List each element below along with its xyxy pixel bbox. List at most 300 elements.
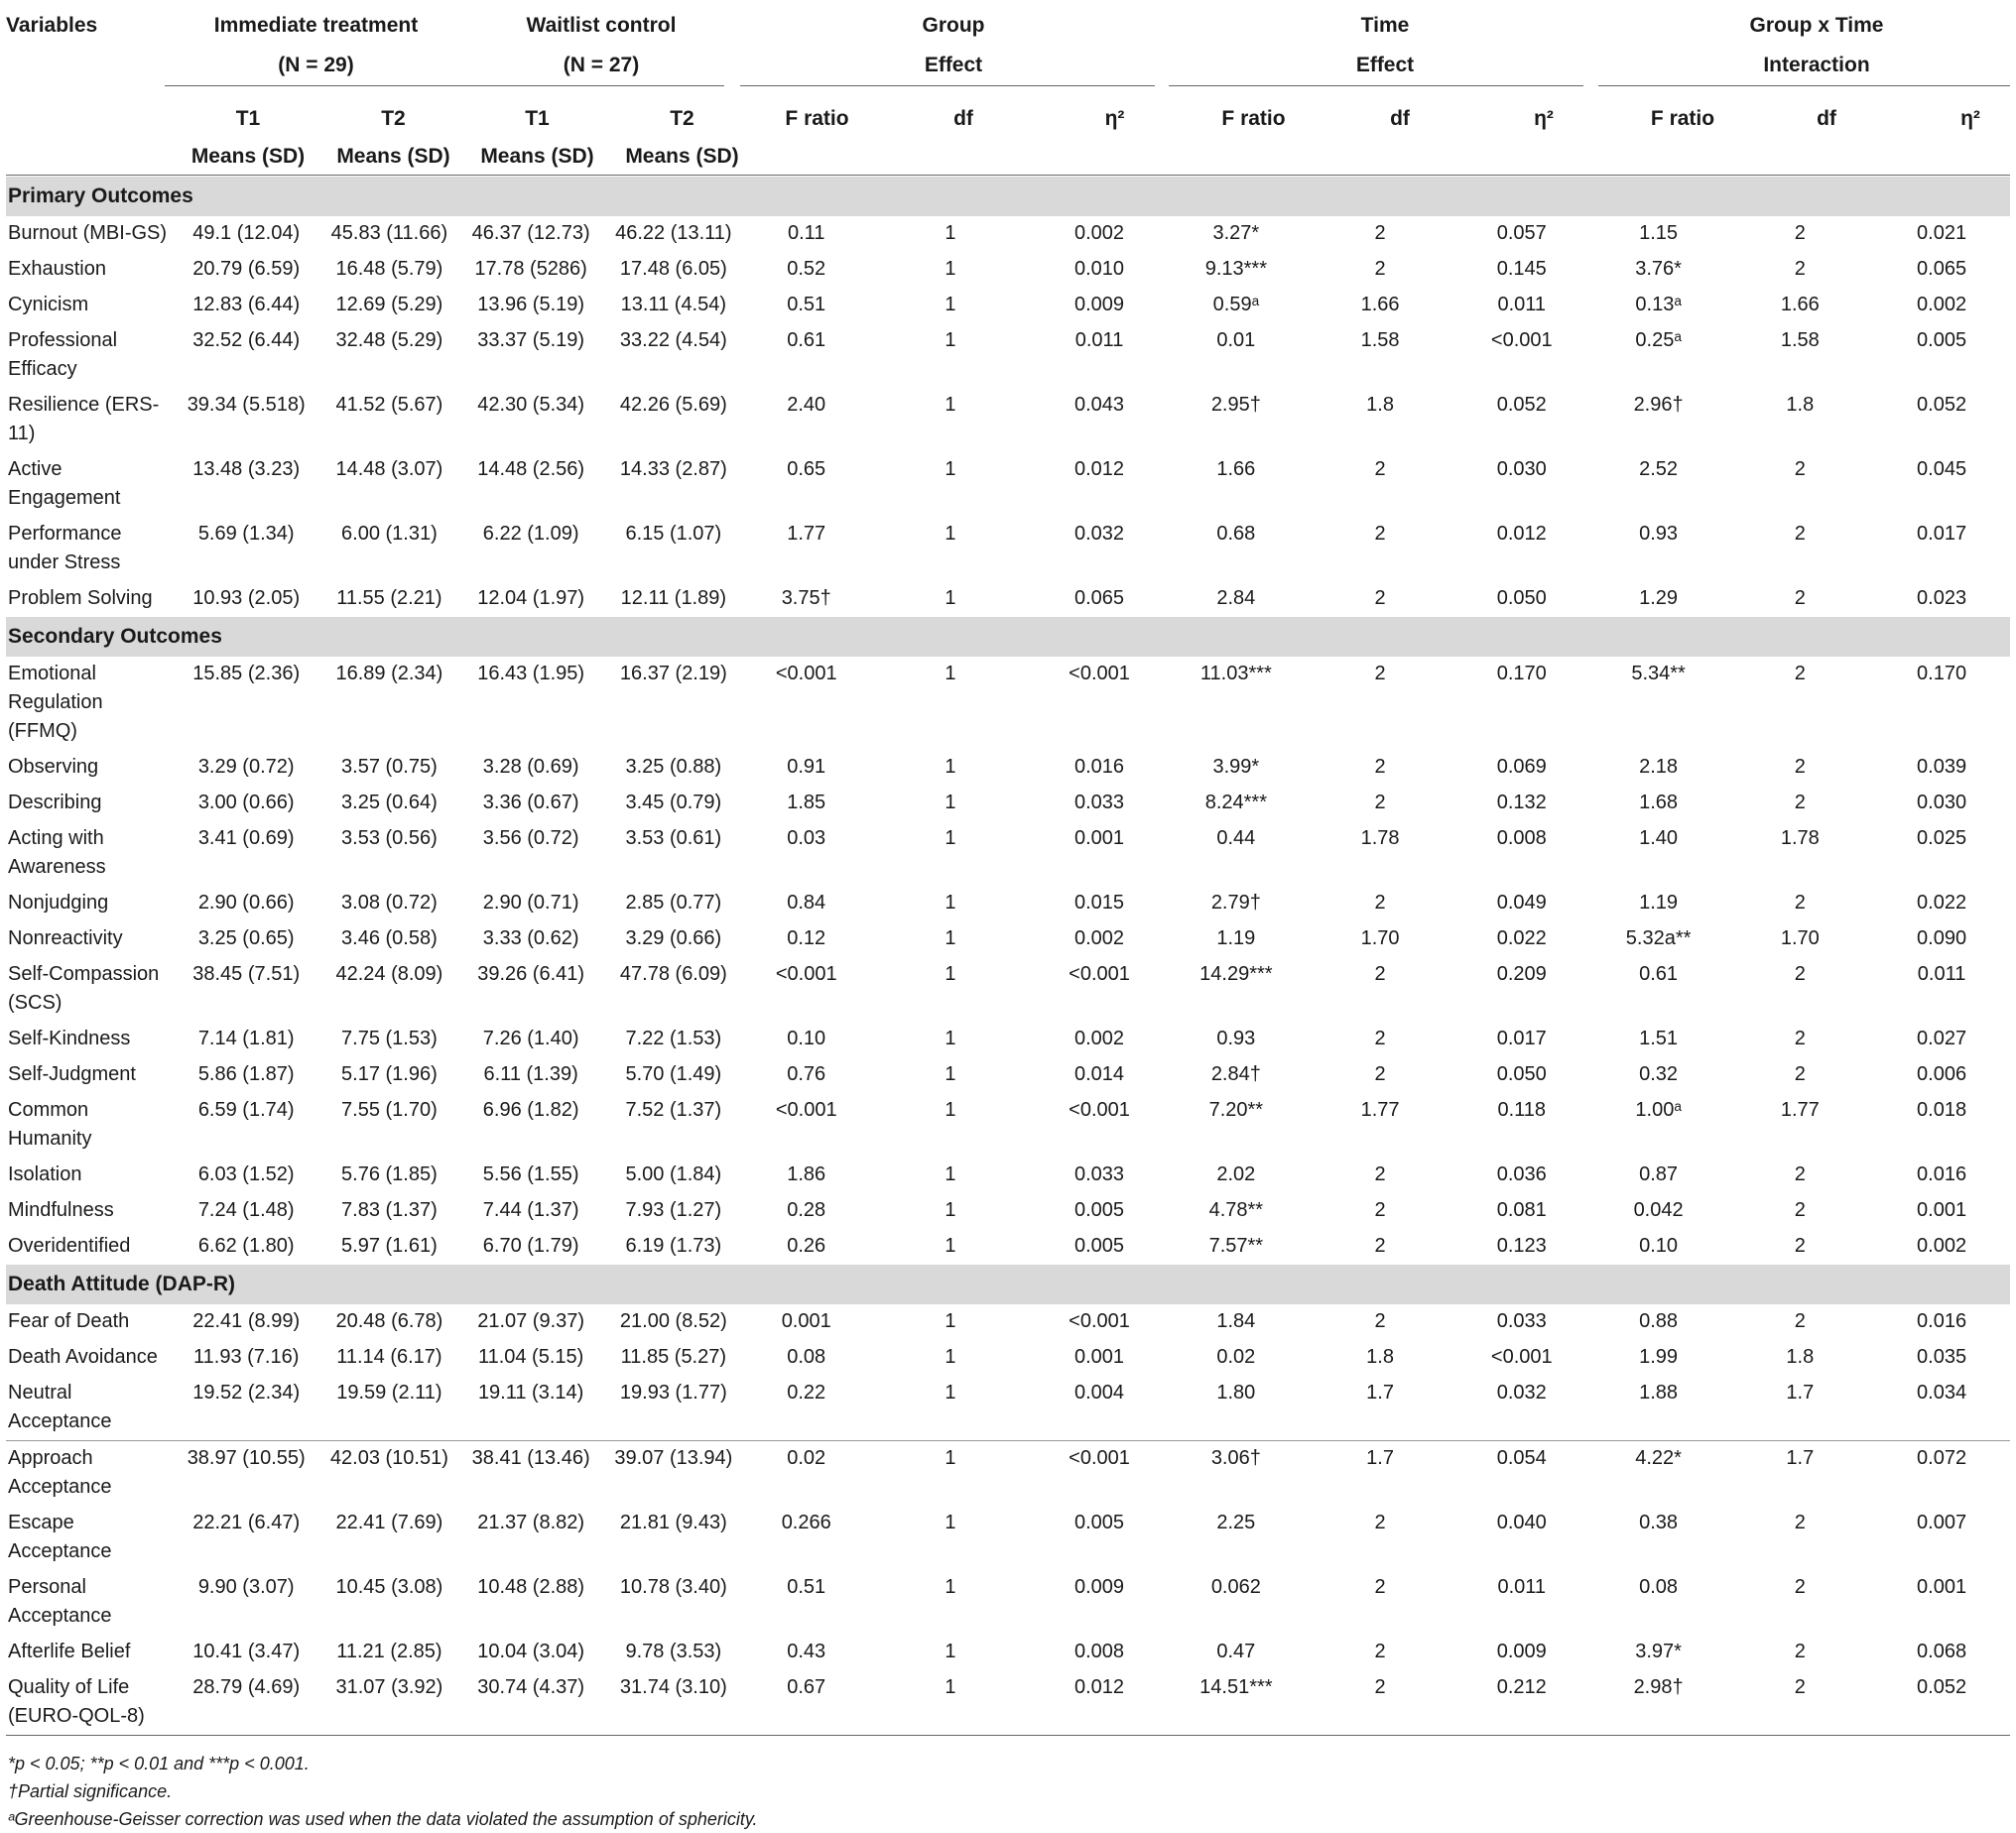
cell-time-f: 3.27* bbox=[1212, 222, 1260, 244]
cell-group-f: 3.75† bbox=[781, 587, 831, 609]
cell-gxt-df: 1.7 bbox=[1786, 1382, 1815, 1404]
section-header: Death Attitude (DAP-R) bbox=[6, 1265, 2010, 1304]
header-gxt-1: Group x Time bbox=[1749, 14, 1884, 37]
header-gxt-2: Interaction bbox=[1763, 54, 1870, 76]
cell-imm-t1: 13.48 (3.23) bbox=[192, 458, 301, 480]
cell-imm-t2: 6.00 (1.31) bbox=[341, 523, 438, 545]
table-row bbox=[6, 657, 2010, 750]
table-row bbox=[6, 1193, 2010, 1229]
header-bottom-rule bbox=[6, 175, 2010, 176]
cell-gxt-df: 1.77 bbox=[1780, 1099, 1820, 1121]
header-waitlist: Waitlist control bbox=[526, 14, 677, 37]
cell-group-eta: 0.011 bbox=[1074, 329, 1124, 351]
cell-gxt-df: 2 bbox=[1794, 892, 1806, 914]
cell-imm-t2: 7.83 (1.37) bbox=[341, 1199, 438, 1221]
cell-wl-t2: 47.78 (6.09) bbox=[619, 963, 727, 985]
cell-gxt-df: 1.8 bbox=[1786, 1346, 1815, 1368]
cell-variable: Self-Judgment bbox=[8, 1063, 136, 1085]
cell-group-df: 1 bbox=[945, 1028, 956, 1049]
header-group-df: df bbox=[953, 107, 973, 130]
cell-gxt-eta: 0.006 bbox=[1917, 1063, 1967, 1085]
cell-group-df: 1 bbox=[945, 1163, 956, 1185]
cell-gxt-df: 2 bbox=[1794, 1641, 1806, 1662]
cell-wl-t2: 3.45 (0.79) bbox=[625, 792, 722, 813]
cell-group-df: 1 bbox=[945, 1641, 956, 1662]
table-row bbox=[6, 957, 2010, 1022]
cell-imm-t2: 19.59 (2.11) bbox=[336, 1382, 442, 1404]
cell-variable: Personal Acceptance bbox=[8, 1576, 112, 1627]
cell-variable: Mindfulness bbox=[8, 1199, 114, 1221]
cell-time-eta: 0.052 bbox=[1496, 394, 1547, 416]
cell-time-f: 2.79† bbox=[1210, 892, 1261, 914]
cell-group-eta: <0.001 bbox=[1069, 963, 1130, 985]
cell-imm-t1: 20.79 (6.59) bbox=[192, 258, 301, 280]
header-imm-t2: T2 bbox=[381, 107, 406, 130]
header-time-eta: η² bbox=[1534, 107, 1554, 130]
cell-imm-t1: 28.79 (4.69) bbox=[192, 1676, 301, 1698]
cell-time-eta: 0.040 bbox=[1496, 1512, 1547, 1533]
cell-wl-t2: 12.11 (1.89) bbox=[620, 587, 727, 609]
cell-time-f: 9.13*** bbox=[1204, 258, 1267, 280]
cell-wl-t1: 6.22 (1.09) bbox=[482, 523, 579, 545]
cell-group-df: 1 bbox=[945, 792, 956, 813]
cell-variable: Neutral Acceptance bbox=[8, 1382, 112, 1432]
header-waitlist-n: (N = 27) bbox=[563, 54, 640, 76]
cell-time-f: 4.78** bbox=[1208, 1199, 1264, 1221]
cell-imm-t2: 16.89 (2.34) bbox=[335, 663, 443, 684]
cell-imm-t2: 7.75 (1.53) bbox=[341, 1028, 438, 1049]
table-row bbox=[6, 288, 2010, 323]
header-imm-t2-means: Means (SD) bbox=[336, 145, 450, 168]
cell-time-df: 2 bbox=[1374, 222, 1386, 244]
cell-group-f: 0.12 bbox=[787, 927, 826, 949]
header-group-f: F ratio bbox=[785, 107, 849, 130]
cell-time-df: 2 bbox=[1374, 258, 1386, 280]
cell-group-eta: 0.012 bbox=[1074, 1676, 1125, 1698]
cell-wl-t1: 16.43 (1.95) bbox=[477, 663, 585, 684]
cell-wl-t1: 12.04 (1.97) bbox=[477, 587, 585, 609]
cell-time-df: 1.8 bbox=[1366, 1346, 1394, 1368]
cell-wl-t2: 21.81 (9.43) bbox=[619, 1512, 727, 1533]
cell-gxt-f: 0.38 bbox=[1639, 1512, 1679, 1533]
cell-wl-t1: 33.37 (5.19) bbox=[477, 329, 585, 351]
cell-variable: Nonreactivity bbox=[8, 927, 123, 949]
cell-group-f: 0.11 bbox=[788, 222, 825, 244]
cell-gxt-eta: 0.011 bbox=[1917, 963, 1966, 985]
cell-group-eta: 0.001 bbox=[1074, 827, 1125, 849]
cell-group-eta: 0.009 bbox=[1074, 294, 1125, 315]
cell-wl-t1: 39.26 (6.41) bbox=[477, 963, 585, 985]
cell-gxt-f: 5.32a** bbox=[1625, 927, 1692, 949]
cell-group-df: 1 bbox=[945, 1676, 956, 1698]
cell-wl-t1: 7.44 (1.37) bbox=[482, 1199, 579, 1221]
cell-group-f: <0.001 bbox=[775, 963, 837, 985]
cell-group-f: 0.08 bbox=[787, 1346, 826, 1368]
cell-gxt-f: 2.98† bbox=[1633, 1676, 1684, 1698]
cell-imm-t1: 15.85 (2.36) bbox=[192, 663, 301, 684]
cell-imm-t2: 3.46 (0.58) bbox=[341, 927, 438, 949]
cell-wl-t1: 10.48 (2.88) bbox=[477, 1576, 585, 1598]
cell-imm-t1: 3.00 (0.66) bbox=[197, 792, 295, 813]
cell-time-eta: <0.001 bbox=[1490, 329, 1553, 351]
cell-group-df: 1 bbox=[945, 1447, 956, 1469]
cell-group-f: <0.001 bbox=[775, 663, 837, 684]
cell-wl-t2: 3.53 (0.61) bbox=[625, 827, 722, 849]
cell-group-eta: 0.005 bbox=[1074, 1235, 1125, 1257]
header-rule-time bbox=[1169, 85, 1583, 86]
cell-time-eta: 0.081 bbox=[1496, 1199, 1547, 1221]
cell-imm-t2: 45.83 (11.66) bbox=[330, 222, 448, 244]
table-row bbox=[6, 1022, 2010, 1057]
header-rule-waitlist bbox=[435, 85, 724, 86]
cell-time-f: 14.51*** bbox=[1199, 1676, 1273, 1698]
table-row bbox=[6, 821, 2010, 886]
header-gxt-eta: η² bbox=[1960, 107, 1980, 130]
cell-imm-t2: 11.55 (2.21) bbox=[336, 587, 442, 609]
cell-group-eta: 0.004 bbox=[1074, 1382, 1125, 1404]
cell-group-df: 1 bbox=[945, 329, 956, 351]
header-immediate-n: (N = 29) bbox=[278, 54, 354, 76]
cell-group-df: 1 bbox=[945, 927, 956, 949]
cell-gxt-f: 0.13ᵃ bbox=[1635, 294, 1682, 315]
header-immediate: Immediate treatment bbox=[213, 14, 419, 37]
cell-wl-t1: 6.11 (1.39) bbox=[483, 1063, 578, 1085]
cell-time-df: 1.78 bbox=[1360, 827, 1400, 849]
header-wl-t2-means: Means (SD) bbox=[625, 145, 739, 168]
table-header bbox=[6, 0, 2010, 177]
cell-wl-t2: 13.11 (4.54) bbox=[620, 294, 727, 315]
table-row bbox=[6, 886, 2010, 921]
table-row bbox=[6, 1635, 2010, 1670]
cell-wl-t1: 13.96 (5.19) bbox=[477, 294, 585, 315]
cell-gxt-df: 2 bbox=[1794, 1063, 1806, 1085]
cell-group-df: 1 bbox=[945, 963, 956, 985]
footnote-partial: †Partial significance. bbox=[8, 1781, 173, 1801]
cell-time-f: 0.02 bbox=[1216, 1346, 1256, 1368]
cell-time-df: 2 bbox=[1374, 1576, 1386, 1598]
cell-gxt-eta: 0.016 bbox=[1917, 1310, 1967, 1332]
table-row bbox=[6, 921, 2010, 957]
cell-time-eta: 0.032 bbox=[1496, 1382, 1547, 1404]
cell-imm-t1: 10.41 (3.47) bbox=[192, 1641, 301, 1662]
cell-gxt-df: 1.78 bbox=[1780, 827, 1820, 849]
cell-group-eta: 0.005 bbox=[1074, 1199, 1125, 1221]
header-gxt-df: df bbox=[1817, 107, 1836, 130]
cell-group-eta: <0.001 bbox=[1069, 1099, 1130, 1121]
header-time-1: Time bbox=[1360, 14, 1410, 37]
cell-group-f: 0.51 bbox=[787, 294, 826, 315]
cell-group-f: 0.65 bbox=[787, 458, 826, 480]
cell-group-df: 1 bbox=[945, 1512, 956, 1533]
cell-gxt-f: 0.32 bbox=[1639, 1063, 1679, 1085]
cell-gxt-df: 1.70 bbox=[1780, 927, 1820, 949]
cell-imm-t1: 6.59 (1.74) bbox=[197, 1099, 295, 1121]
cell-group-f: 0.61 bbox=[787, 329, 826, 351]
cell-group-f: 0.67 bbox=[787, 1676, 826, 1698]
cell-variable: Quality of Life (EURO-QOL-8) bbox=[8, 1676, 145, 1727]
cell-time-df: 2 bbox=[1374, 1063, 1386, 1085]
cell-group-eta: 0.009 bbox=[1074, 1576, 1125, 1598]
cell-wl-t2: 5.70 (1.49) bbox=[625, 1063, 722, 1085]
cell-group-f: 1.86 bbox=[787, 1163, 826, 1185]
header-time-f: F ratio bbox=[1221, 107, 1286, 130]
table-row bbox=[6, 1376, 2010, 1440]
cell-wl-t2: 21.00 (8.52) bbox=[619, 1310, 727, 1332]
cell-group-df: 1 bbox=[945, 222, 956, 244]
cell-group-df: 1 bbox=[945, 258, 956, 280]
cell-variable: Fear of Death bbox=[8, 1310, 130, 1332]
cell-wl-t2: 16.37 (2.19) bbox=[619, 663, 727, 684]
header-imm-t1: T1 bbox=[235, 107, 261, 130]
cell-group-f: 0.52 bbox=[787, 258, 826, 280]
cell-group-f: <0.001 bbox=[775, 1099, 837, 1121]
cell-group-eta: <0.001 bbox=[1069, 663, 1130, 684]
cell-wl-t2: 6.19 (1.73) bbox=[625, 1235, 722, 1257]
cell-gxt-df: 2 bbox=[1794, 222, 1806, 244]
cell-group-f: 0.001 bbox=[781, 1310, 831, 1332]
cell-imm-t2: 14.48 (3.07) bbox=[335, 458, 443, 480]
cell-time-f: 2.84 bbox=[1216, 587, 1256, 609]
cell-group-eta: 0.015 bbox=[1074, 892, 1125, 914]
header-gxt-f: F ratio bbox=[1650, 107, 1715, 130]
cell-imm-t1: 22.21 (6.47) bbox=[192, 1512, 301, 1533]
cell-time-df: 1.7 bbox=[1366, 1447, 1394, 1469]
cell-gxt-eta: 0.001 bbox=[1917, 1199, 1967, 1221]
table-row bbox=[6, 1093, 2010, 1158]
cell-time-df: 2 bbox=[1374, 458, 1386, 480]
cell-gxt-f: 1.40 bbox=[1639, 827, 1679, 849]
cell-time-eta: 0.017 bbox=[1496, 1028, 1547, 1049]
cell-time-df: 2 bbox=[1374, 1641, 1386, 1662]
cell-imm-t1: 3.41 (0.69) bbox=[197, 827, 295, 849]
cell-imm-t1: 32.52 (6.44) bbox=[192, 329, 301, 351]
cell-wl-t2: 42.26 (5.69) bbox=[619, 394, 727, 416]
table-row bbox=[6, 750, 2010, 786]
cell-imm-t2: 3.08 (0.72) bbox=[341, 892, 438, 914]
cell-wl-t1: 46.37 (12.73) bbox=[471, 222, 590, 244]
cell-wl-t2: 17.48 (6.05) bbox=[619, 258, 727, 280]
cell-time-f: 2.25 bbox=[1216, 1512, 1256, 1533]
cell-wl-t2: 31.74 (3.10) bbox=[619, 1676, 727, 1698]
cell-imm-t2: 3.57 (0.75) bbox=[341, 756, 438, 778]
cell-time-eta: 0.022 bbox=[1496, 927, 1547, 949]
cell-time-df: 2 bbox=[1374, 1028, 1386, 1049]
cell-time-eta: 0.118 bbox=[1497, 1099, 1547, 1121]
cell-time-eta: 0.050 bbox=[1496, 587, 1547, 609]
cell-time-f: 1.66 bbox=[1216, 458, 1256, 480]
cell-group-eta: 0.012 bbox=[1074, 458, 1125, 480]
cell-variable: Problem Solving bbox=[8, 587, 153, 609]
cell-variable: Emotional Regulation (FFMQ) bbox=[8, 663, 103, 742]
header-rule-gxt bbox=[1598, 85, 1871, 86]
cell-gxt-eta: 0.002 bbox=[1917, 1235, 1967, 1257]
cell-time-eta: 0.036 bbox=[1496, 1163, 1547, 1185]
cell-wl-t2: 33.22 (4.54) bbox=[619, 329, 727, 351]
cell-gxt-eta: 0.090 bbox=[1917, 927, 1967, 949]
cell-variable: Self-Compassion (SCS) bbox=[8, 963, 160, 1014]
cell-gxt-f: 0.042 bbox=[1633, 1199, 1684, 1221]
cell-gxt-eta: 0.030 bbox=[1917, 792, 1967, 813]
cell-time-df: 2 bbox=[1374, 1310, 1386, 1332]
header-imm-t1-means: Means (SD) bbox=[190, 145, 306, 168]
cell-gxt-df: 2 bbox=[1794, 756, 1806, 778]
cell-wl-t1: 21.37 (8.82) bbox=[477, 1512, 585, 1533]
header-variables: Variables bbox=[6, 14, 98, 37]
cell-gxt-f: 3.76* bbox=[1635, 258, 1682, 280]
header-wl-t1: T1 bbox=[525, 107, 550, 130]
cell-time-eta: 0.209 bbox=[1496, 963, 1547, 985]
table-row bbox=[6, 1570, 2010, 1635]
cell-group-df: 1 bbox=[945, 1382, 956, 1404]
cell-wl-t1: 42.30 (5.34) bbox=[477, 394, 585, 416]
cell-time-df: 2 bbox=[1374, 892, 1386, 914]
cell-gxt-df: 2 bbox=[1794, 1199, 1806, 1221]
header-time-df: df bbox=[1390, 107, 1410, 130]
cell-variable: Active Engagement bbox=[8, 458, 121, 509]
cell-variable: Death Avoidance bbox=[8, 1346, 158, 1368]
cell-group-eta: 0.032 bbox=[1074, 523, 1125, 545]
cell-time-eta: 0.009 bbox=[1496, 1641, 1547, 1662]
cell-gxt-f: 0.25ᵃ bbox=[1635, 329, 1682, 351]
cell-gxt-f: 1.51 bbox=[1639, 1028, 1679, 1049]
cell-time-f: 0.93 bbox=[1216, 1028, 1256, 1049]
cell-gxt-df: 2 bbox=[1794, 963, 1806, 985]
table-row bbox=[6, 1340, 2010, 1376]
cell-group-f: 0.02 bbox=[787, 1447, 826, 1469]
table-row bbox=[6, 1506, 2010, 1570]
cell-wl-t1: 7.26 (1.40) bbox=[482, 1028, 579, 1049]
cell-group-f: 0.266 bbox=[781, 1512, 831, 1533]
cell-imm-t1: 6.03 (1.52) bbox=[197, 1163, 295, 1185]
cell-time-f: 7.20** bbox=[1208, 1099, 1264, 1121]
cell-time-eta: 0.170 bbox=[1496, 663, 1547, 684]
cell-wl-t1: 38.41 (13.46) bbox=[471, 1447, 590, 1469]
cell-time-f: 2.95† bbox=[1210, 394, 1261, 416]
cell-gxt-f: 2.52 bbox=[1639, 458, 1679, 480]
cell-wl-t1: 19.11 (3.14) bbox=[477, 1382, 584, 1404]
cell-variable: Common Humanity bbox=[8, 1099, 92, 1150]
cell-imm-t2: 31.07 (3.92) bbox=[335, 1676, 443, 1698]
cell-time-df: 2 bbox=[1374, 756, 1386, 778]
cell-group-f: 0.26 bbox=[787, 1235, 826, 1257]
cell-wl-t2: 6.15 (1.07) bbox=[625, 523, 722, 545]
table-row bbox=[6, 1440, 2010, 1506]
cell-imm-t1: 7.14 (1.81) bbox=[197, 1028, 295, 1049]
cell-wl-t2: 2.85 (0.77) bbox=[625, 892, 722, 914]
table-row bbox=[6, 1158, 2010, 1193]
table-row bbox=[6, 517, 2010, 581]
cell-gxt-eta: 0.002 bbox=[1917, 294, 1967, 315]
cell-wl-t1: 5.56 (1.55) bbox=[482, 1163, 579, 1185]
cell-imm-t1: 49.1 (12.04) bbox=[192, 222, 301, 244]
cell-variable: Overidentified bbox=[8, 1235, 131, 1257]
cell-wl-t1: 11.04 (5.15) bbox=[477, 1346, 584, 1368]
cell-variable: Professional Efficacy bbox=[8, 329, 118, 380]
header-group-eta: η² bbox=[1104, 107, 1125, 130]
table-body bbox=[6, 177, 2010, 1735]
header-rule-immediate bbox=[165, 85, 435, 86]
cell-variable: Observing bbox=[8, 756, 99, 778]
cell-gxt-f: 3.97* bbox=[1635, 1641, 1682, 1662]
cell-group-df: 1 bbox=[945, 663, 956, 684]
cell-gxt-f: 1.19 bbox=[1639, 892, 1679, 914]
cell-time-eta: 0.069 bbox=[1496, 756, 1547, 778]
cell-imm-t1: 5.69 (1.34) bbox=[197, 523, 295, 545]
cell-time-df: 2 bbox=[1374, 1676, 1386, 1698]
cell-wl-t2: 10.78 (3.40) bbox=[619, 1576, 727, 1598]
cell-imm-t2: 11.21 (2.85) bbox=[336, 1641, 442, 1662]
header-time-2: Effect bbox=[1355, 54, 1415, 76]
cell-gxt-eta: 0.018 bbox=[1917, 1099, 1967, 1121]
cell-gxt-df: 2 bbox=[1794, 1163, 1806, 1185]
cell-wl-t2: 3.25 (0.88) bbox=[625, 756, 722, 778]
cell-time-eta: 0.033 bbox=[1496, 1310, 1547, 1332]
cell-imm-t2: 5.97 (1.61) bbox=[341, 1235, 438, 1257]
cell-gxt-f: 1.99 bbox=[1639, 1346, 1679, 1368]
cell-time-df: 1.66 bbox=[1360, 294, 1400, 315]
cell-imm-t2: 42.24 (8.09) bbox=[335, 963, 443, 985]
cell-gxt-eta: 0.023 bbox=[1917, 587, 1967, 609]
cell-imm-t2: 12.69 (5.29) bbox=[335, 294, 443, 315]
cell-time-f: 0.47 bbox=[1216, 1641, 1256, 1662]
section-header: Primary Outcomes bbox=[6, 177, 2010, 216]
cell-gxt-eta: 0.021 bbox=[1917, 222, 1967, 244]
table-row bbox=[6, 388, 2010, 452]
cell-gxt-f: 0.87 bbox=[1639, 1163, 1679, 1185]
cell-wl-t2: 7.22 (1.53) bbox=[625, 1028, 722, 1049]
cell-wl-t1: 3.28 (0.69) bbox=[482, 756, 579, 778]
cell-group-eta: 0.002 bbox=[1074, 222, 1125, 244]
table-row bbox=[6, 452, 2010, 517]
cell-time-eta: 0.212 bbox=[1496, 1676, 1547, 1698]
cell-gxt-eta: 0.005 bbox=[1917, 329, 1967, 351]
table-row bbox=[6, 1057, 2010, 1093]
cell-group-df: 1 bbox=[945, 587, 956, 609]
cell-gxt-eta: 0.065 bbox=[1917, 258, 1967, 280]
cell-imm-t1: 2.90 (0.66) bbox=[197, 892, 295, 914]
cell-imm-t1: 10.93 (2.05) bbox=[192, 587, 301, 609]
cell-group-f: 0.51 bbox=[787, 1576, 826, 1598]
cell-time-f: 1.80 bbox=[1216, 1382, 1256, 1404]
cell-group-f: 0.28 bbox=[787, 1199, 826, 1221]
cell-variable: Acting with Awareness bbox=[8, 827, 106, 878]
header-rule-group bbox=[740, 85, 1155, 86]
cell-time-df: 2 bbox=[1374, 587, 1386, 609]
cell-wl-t1: 3.56 (0.72) bbox=[482, 827, 579, 849]
cell-gxt-df: 2 bbox=[1794, 587, 1806, 609]
cell-gxt-eta: 0.027 bbox=[1917, 1028, 1967, 1049]
cell-gxt-f: 0.88 bbox=[1639, 1310, 1679, 1332]
cell-time-f: 2.84† bbox=[1210, 1063, 1261, 1085]
cell-gxt-df: 2 bbox=[1794, 1576, 1806, 1598]
cell-wl-t1: 17.78 (5286) bbox=[474, 258, 587, 280]
cell-group-df: 1 bbox=[945, 1099, 956, 1121]
cell-time-f: 0.01 bbox=[1216, 329, 1256, 351]
cell-gxt-eta: 0.045 bbox=[1917, 458, 1967, 480]
cell-group-df: 1 bbox=[945, 827, 956, 849]
cell-gxt-df: 2 bbox=[1794, 792, 1806, 813]
cell-time-df: 2 bbox=[1374, 792, 1386, 813]
cell-gxt-df: 1.66 bbox=[1780, 294, 1820, 315]
cell-group-eta: 0.005 bbox=[1074, 1512, 1125, 1533]
cell-wl-t1: 10.04 (3.04) bbox=[477, 1641, 585, 1662]
cell-imm-t2: 5.17 (1.96) bbox=[341, 1063, 438, 1085]
cell-time-eta: 0.012 bbox=[1496, 523, 1547, 545]
cell-group-df: 1 bbox=[945, 1063, 956, 1085]
cell-gxt-eta: 0.017 bbox=[1917, 523, 1967, 545]
cell-gxt-f: 2.96† bbox=[1633, 394, 1684, 416]
cell-gxt-eta: 0.016 bbox=[1917, 1163, 1967, 1185]
